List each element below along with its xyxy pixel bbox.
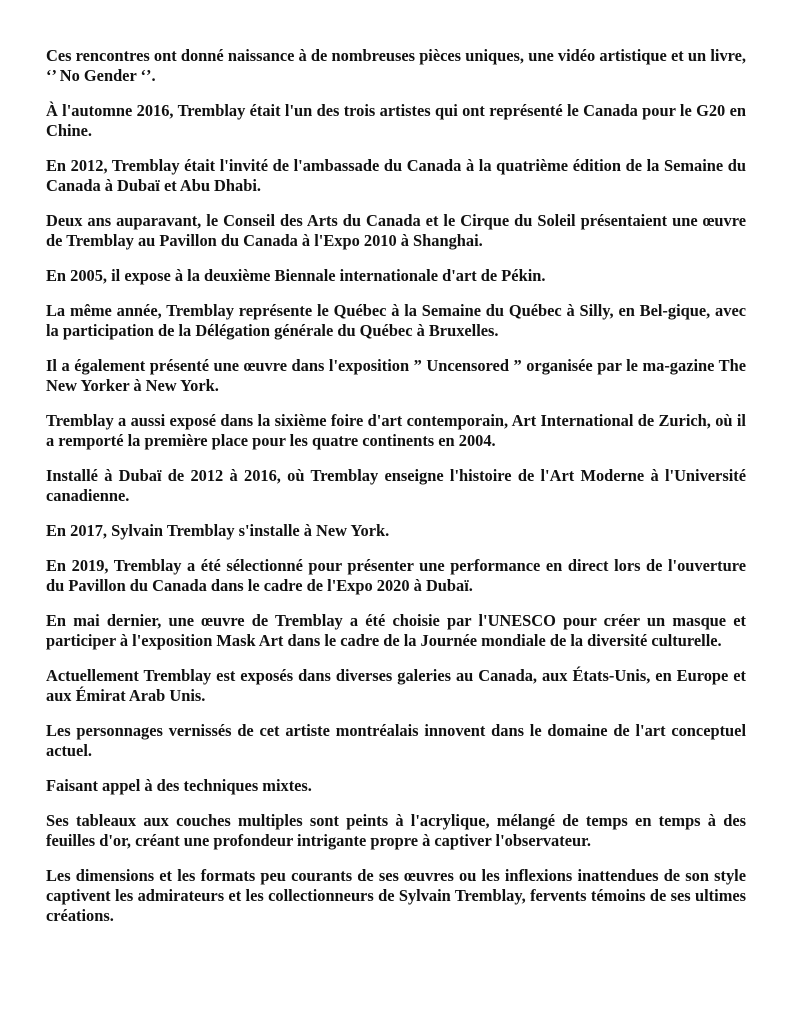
paragraph-3: En 2012, Tremblay était l'invité de l'ambassade du Canada à la quatrième édition de la Semaine du Canada à Dubaï et Abu Dhabi. — [46, 156, 746, 195]
document-page — [46, 46, 746, 926]
paragraph-16: Ses tableaux aux couches multiples sont peints à l'acrylique, mélangé de temps en temps à des feuilles d'or, créant une profondeur intrigante propre à captiver l'observateur. — [46, 811, 746, 850]
paragraph-13: Actuellement Tremblay est exposés dans diverses galeries au Canada, aux États-Unis, en Europe et aux Émirat Arab Unis. — [46, 666, 746, 705]
paragraph-8: Tremblay a aussi exposé dans la sixième foire d'art contemporain, Art International de Zurich, où il a remporté la première place pour les quatre continents en 2004. — [46, 411, 746, 450]
paragraph-11: En 2019, Tremblay a été sélectionné pour présenter une performance en direct lors de l'ouverture du Pavillon du Canada dans le cadre de l'Expo 2020 à Dubaï. — [46, 556, 746, 595]
paragraph-7: Il a également présenté une œuvre dans l'exposition ” Uncensored ” organisée par le ma-gazine The New Yorker à New York. — [46, 356, 746, 395]
paragraph-10: En 2017, Sylvain Tremblay s'installe à New York. — [46, 521, 390, 540]
paragraph-2: À l'automne 2016, Tremblay était l'un des trois artistes qui ont représenté le Canada pour le G20 en Chine. — [46, 101, 746, 140]
paragraph-15: Faisant appel à des techniques mixtes. — [46, 776, 312, 795]
paragraph-5: En 2005, il expose à la deuxième Biennale internationale d'art de Pékin. — [46, 266, 546, 285]
paragraph-17: Les dimensions et les formats peu courants de ses œuvres ou les inflexions inattendues de son style captivent les admirateurs et les collectionneurs de Sylvain Tremblay, fervents témoins de ses ultimes créations. — [46, 866, 746, 925]
paragraph-4: Deux ans auparavant, le Conseil des Arts du Canada et le Cirque du Soleil présentaient une œuvre de Tremblay au Pavillon du Canada à l'Expo 2010 à Shanghai. — [46, 211, 746, 250]
paragraph-9: Installé à Dubaï de 2012 à 2016, où Tremblay enseigne l'histoire de l'Art Moderne à l'Université canadienne. — [46, 466, 746, 505]
paragraph-14: Les personnages vernissés de cet artiste montréalais innovent dans le domaine de l'art conceptuel actuel. — [46, 721, 746, 760]
paragraph-12: En mai dernier, une œuvre de Tremblay a été choisie par l'UNESCO pour créer un masque et participer à l'exposition Mask Art dans le cadre de la Journée mondiale de la diversité culturelle. — [46, 611, 746, 650]
paragraph-1: Ces rencontres ont donné naissance à de nombreuses pièces uniques, une vidéo artistique et un livre, ‘’ No Gender ‘’. — [46, 46, 746, 85]
paragraph-6: La même année, Tremblay représente le Québec à la Semaine du Québec à Silly, en Bel-gique, avec la participation de la Délégation générale du Québec à Bruxelles. — [46, 301, 746, 340]
